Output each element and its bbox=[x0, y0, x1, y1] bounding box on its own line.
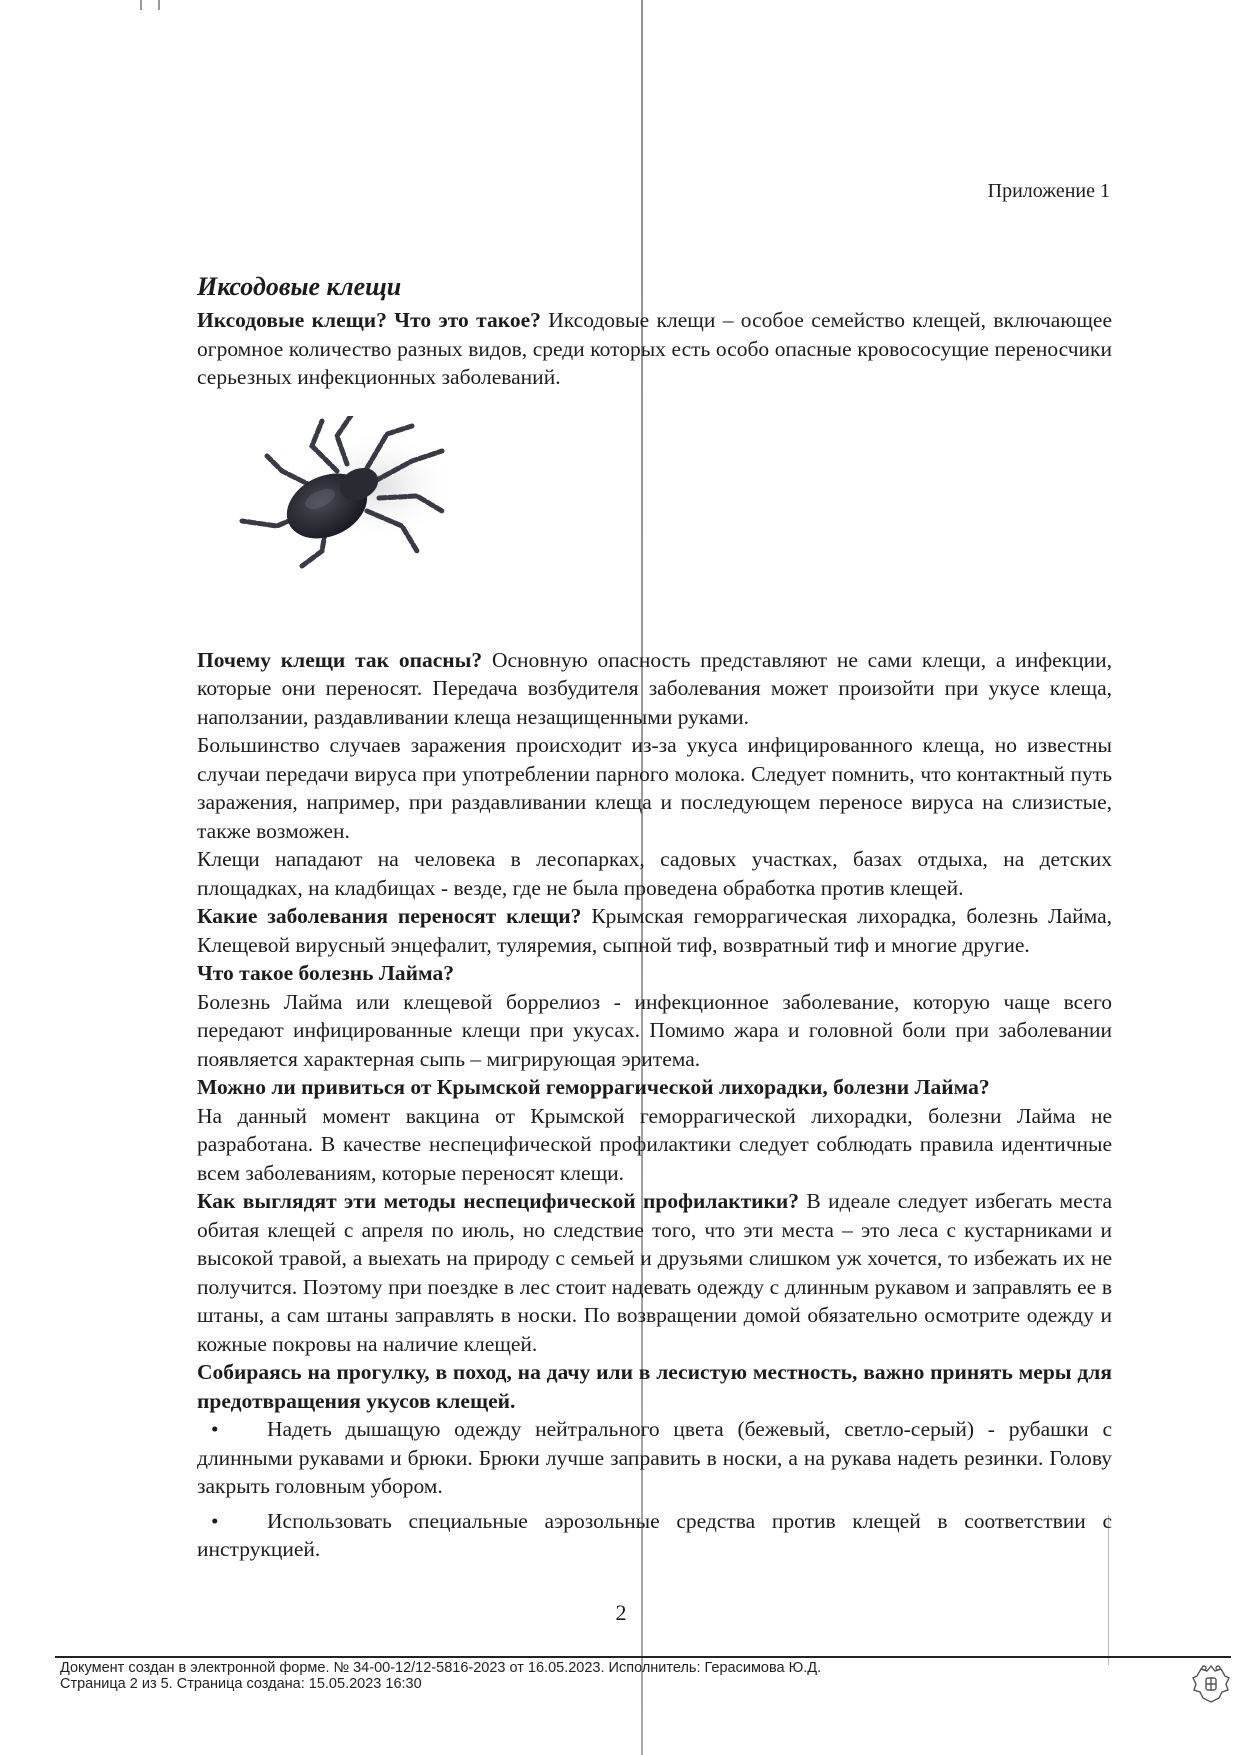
bullet-icon: • bbox=[211, 1417, 219, 1441]
danger-paragraph bbox=[197, 646, 1112, 732]
diseases-paragraph bbox=[197, 902, 1112, 959]
vaccine-question-text: Можно ли привиться от Крымской геморрагической лихорадки, болезни Лайма? bbox=[197, 1075, 990, 1099]
lyme-question bbox=[197, 959, 1112, 988]
scan-mark bbox=[140, 0, 142, 10]
bullet-text: Использовать специальные аэрозольные средства против клещей в соответствии с инструкцией. bbox=[197, 1508, 1112, 1561]
danger-question: Почему клещи так опасны? bbox=[197, 647, 483, 672]
attack-paragraph: Клещи нападают на человека в лесопарках, садовых участках, базах отдыха, на детских площадках, на кладбищах - везде, где не была проведена обработка против клещей. bbox=[197, 847, 1112, 900]
methods-answer: В идеале следует избегать места обитая клещей с апреля по июль, но следствие того, что эти места – это леса с кустарниками и высокой травой, а выехать на природу с семьей и друзьями слишком уж хочется, то избежать их не получится. Поэтому при поездке в лес стоит надевать одежду с длинным рукавом и заправлять ее в штаны, а сам штаны заправлять в носки. По возвращении домой обязательно осмотрите одежду и кожные покровы на наличие клещей. bbox=[197, 1189, 1112, 1356]
vaccine-question bbox=[197, 1073, 1112, 1102]
footer bbox=[60, 1660, 821, 1692]
lyme-question-text: Что такое болезнь Лайма? bbox=[197, 961, 454, 985]
lyme-answer: Болезнь Лайма или клещевой боррелиоз - инфекционное заболевание, которую чаще всего передают инфицированные клещи при укусах. Помимо жара и головной боли при заболевании появляется характерная сыпь – мигрирующая эритема. bbox=[197, 989, 1112, 1071]
page-title: Иксодовые клещи bbox=[197, 272, 402, 301]
methods-paragraph bbox=[197, 1187, 1112, 1358]
intro-paragraph bbox=[197, 306, 1112, 392]
diseases-question: Какие заболевания переносят клещи? bbox=[197, 904, 582, 928]
appendix-label: Приложение 1 bbox=[987, 180, 1110, 202]
infection-paragraph: Большинство случаев заражения происходит из-за укуса инфицированного клеща, но известны случаи передачи вируса при употреблении парного молока. Следует помнить, что контактный путь заражения, например, при раздавливании клеща и последующем переносе вируса на слизистые, также возможен. bbox=[197, 733, 1112, 843]
tick-illustration bbox=[227, 416, 477, 576]
bullet-icon: • bbox=[211, 1508, 219, 1533]
vaccine-answer: На данный момент вакцина от Крымской геморрагической лихорадки, болезни Лайма не разработана. В качестве неспецифической профилактики следует соблюдать правила идентичные всем заболеваниям, которые переносят клещи. bbox=[197, 1103, 1112, 1185]
methods-question: Как выглядят эти методы неспецифической профилактики? bbox=[197, 1189, 800, 1213]
danger-answer: Основную опасность представляют не сами клещи, а инфекции, которые они переносят. Передача возбудителя заболевания может произойти при укусе клеща, наползании, раздавливании клеща незащищенными руками. bbox=[197, 647, 1113, 729]
page-number: 2 bbox=[615, 1600, 627, 1625]
diseases-answer: Крымская геморрагическая лихорадка, болезнь Лайма, Клещевой вирусный энцефалит, туляремия, сыпной тиф, возвратный тиф и многие другие. bbox=[197, 904, 1112, 957]
list-item bbox=[197, 1415, 1112, 1501]
coat-of-arms-icon bbox=[1190, 1662, 1232, 1706]
walk-heading-text: Собираясь на прогулку, в поход, на дачу или в лесистую местность, важно принять меры для предотвращения укусов клещей. bbox=[197, 1360, 1112, 1413]
scan-mark bbox=[158, 0, 160, 10]
footer-document-info: Документ создан в электронной форме. № 34-00-12/12-5816-2023 от 16.05.2023. Исполнитель: Герасимова Ю.Д. bbox=[60, 1660, 822, 1676]
intro-answer: Иксодовые клещи – особое семейство клещей, включающее огромное количество разных видов, среди которых есть особо опасные кровососущие переносчики серьезных инфекционных заболеваний. bbox=[197, 308, 1112, 389]
bullet-text: Надеть дышащую одежду нейтрального цвета (бежевый, светло-серый) - рубашки с длинными рукавами и брюки. Брюки лучше заправить в носки, а на рукава надеть резинки. Голову закрыть головным убором. bbox=[197, 1417, 1112, 1498]
list-item bbox=[197, 1507, 1112, 1564]
document-body bbox=[197, 272, 1112, 1564]
footer-divider bbox=[55, 1656, 1231, 1658]
intro-question: Иксодовые клещи? Что это такое? bbox=[197, 308, 541, 332]
footer-page-info: Страница 2 из 5. Страница создана: 15.05.2023 16:30 bbox=[60, 1676, 422, 1692]
walk-heading bbox=[197, 1358, 1112, 1415]
